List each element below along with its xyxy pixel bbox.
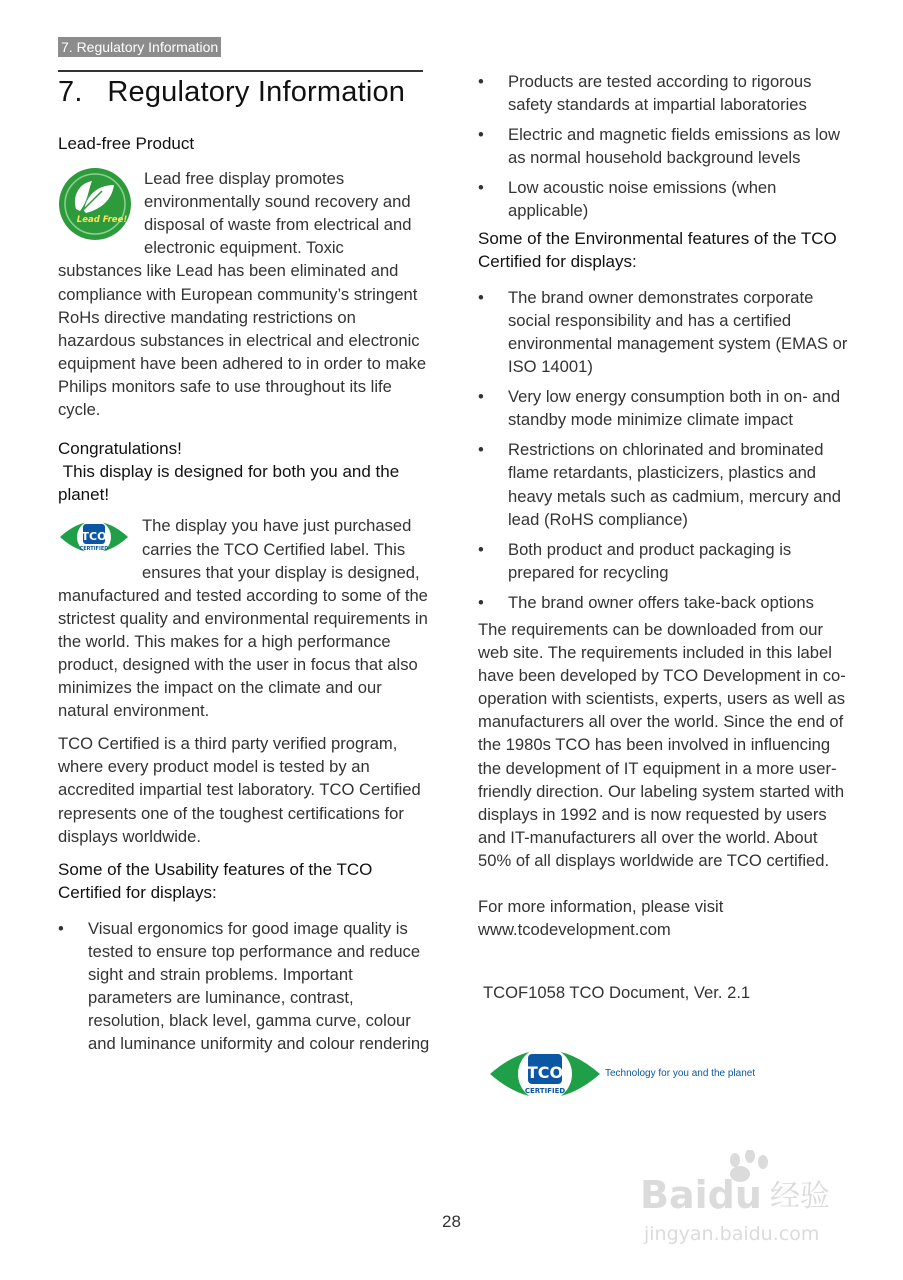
- environmental-list: [478, 286, 853, 614]
- list-item: • Very low energy consumption both in on- and standby mode minimize climate impact: [478, 385, 853, 431]
- tco-large-logo-subtext: CERTIFIED: [524, 1087, 566, 1095]
- more-info-text: For more information, please visit: [478, 897, 724, 916]
- lead-free-section: [58, 167, 430, 421]
- watermark-brand: Baidu: [640, 1173, 762, 1217]
- list-item: • Low acoustic noise emissions (when applicable): [478, 176, 853, 222]
- list-item: • Visual ergonomics for good image quality is tested to ensure top performance and reduce sight and strain problems. Important parameters are luminance, contrast, resolution, black level, gamma curve, colour and luminance uniformity and colour rendering: [58, 917, 430, 1056]
- list-item: • Products are tested according to rigorous safety standards at impartial laboratories: [478, 70, 853, 116]
- document-reference: TCOF1058 TCO Document, Ver. 2.1: [483, 983, 751, 1003]
- environmental-heading: Some of the Environmental features of the TCO Certified for displays:: [478, 228, 837, 271]
- lead-free-badge-icon: [58, 167, 132, 241]
- page-number: 28: [442, 1212, 461, 1231]
- tco-tagline: Technology for you and the planet: [605, 1068, 756, 1079]
- right-column: [478, 70, 853, 1004]
- tco-large-logo-text: TCO: [526, 1063, 564, 1082]
- tco-website-link[interactable]: www.tcodevelopment.com: [478, 920, 671, 940]
- watermark-url: jingyan.baidu.com: [644, 1223, 820, 1245]
- usability-list-right: [478, 70, 853, 223]
- list-item: • Electric and magnetic fields emissions as low as normal household background levels: [478, 123, 853, 169]
- list-item: • The brand owner offers take-back options: [478, 591, 853, 614]
- tco-certified-logo-small: [58, 512, 130, 562]
- lead-free-badge-text: Lead Free!: [76, 215, 128, 226]
- section-tag: 7. Regulatory Information: [58, 37, 221, 57]
- baidu-watermark: [640, 1150, 860, 1260]
- congrats-heading: Congratulations!: [58, 439, 182, 459]
- usability-heading: Some of the Usability features of the TCO Certified for displays:: [58, 859, 373, 902]
- list-item: • Both product and product packaging is prepared for recycling: [478, 538, 853, 584]
- lead-free-body: Lead free display promotes environmentally sound recovery and disposal of waste from electrical and electronic equipment. Toxic substances like Lead has been eliminated and compliance with European community’s stringent RoHs directive mandating restrictions on hazardous substances in electrical and electronic equipment have been adhered to in order to make Philips monitors safe to use throughout its life cycle.: [58, 169, 427, 420]
- page-title: 7. Regulatory Information: [58, 76, 406, 108]
- lead-free-heading: Lead-free Product: [58, 134, 195, 153]
- list-item: • Restrictions on chlorinated and brominated flame retardants, plasticizers, plastics and heavy metals such as cadmium, mercury and lead (RoHS compliance): [478, 438, 853, 530]
- congrats-subheading: This display is designed for both you and the planet!: [58, 462, 404, 505]
- third-party-paragraph: TCO Certified is a third party verified program, where every product model is tested by an accredited impartial test laboratory. TCO Certified represents one of the toughest certifications for displays worldwide.: [58, 734, 421, 846]
- tco-certified-logo-large: [488, 1036, 778, 1112]
- tco-body: The display you have just purchased carries the TCO Certified label. This ensures that your display is designed, manufactured and tested according to some of the strictest quality and environmental requirements in the world. This makes for a high performance product, designed with the user in focus that also minimizes the impact on the climate and our natural environment.: [58, 516, 428, 721]
- tco-section: [58, 514, 430, 722]
- left-column: [58, 132, 430, 1055]
- tco-logo-subtext: CERTIFIED: [79, 546, 109, 553]
- list-item: • The brand owner demonstrates corporate social responsibility and has a certified environmental management system (EMAS or ISO 14001): [478, 286, 853, 378]
- watermark-cn: 经验: [770, 1179, 830, 1214]
- requirements-paragraph: The requirements can be downloaded from our web site. The requirements included in this label have been developed by TCO Development in co-operation with scientists, experts, users as well as manufacturers all over the world. Since the end of the 1980s TCO has been involved in influencing the development of IT equipment in a more user-friendly direction. Our labeling system started with displays in 1992 and is now requested by users and IT-manufacturers all over the world. About 50% of all displays worldwide are TCO certified.: [478, 619, 846, 870]
- usability-list-left: [58, 917, 430, 1056]
- header-rule: [58, 70, 423, 72]
- tco-logo-text: TCO: [81, 530, 107, 544]
